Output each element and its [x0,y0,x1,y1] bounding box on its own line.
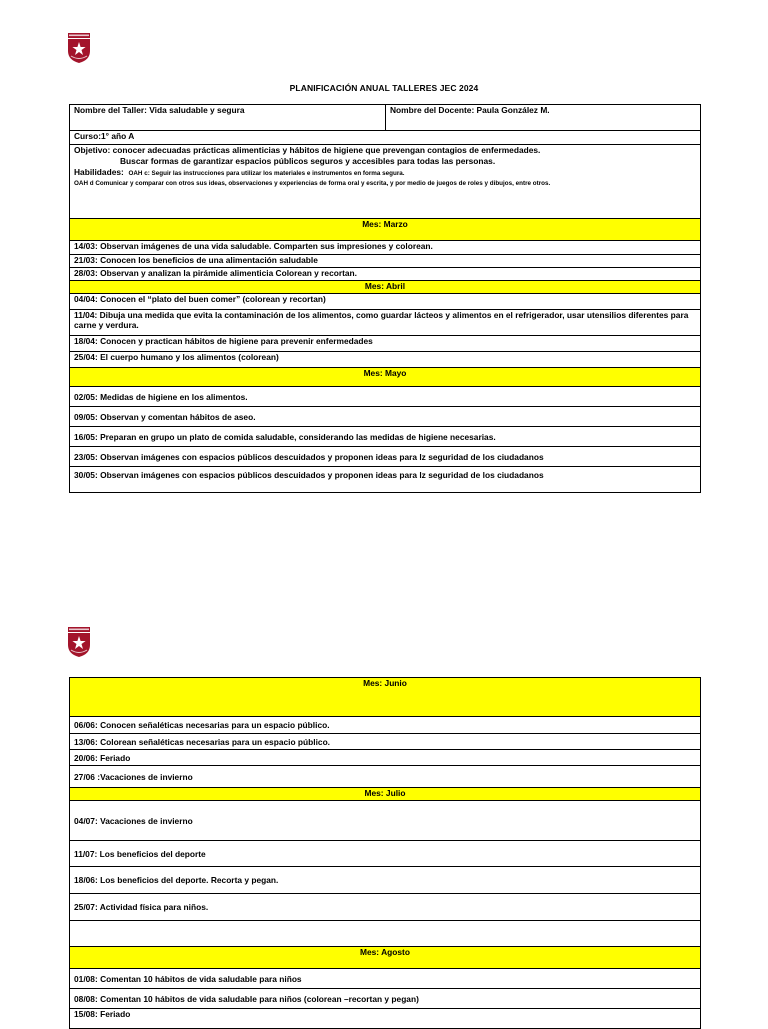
planning-table-page-1 [69,104,701,493]
month-row-agosto [70,947,701,969]
activity-row [70,352,701,368]
activity-cell: 21/03: Conocen los beneficios de una alimentación saludable [70,255,701,268]
activity-cell: 27/06 :Vacaciones de invierno [70,766,701,788]
school-crest-icon [66,32,92,64]
activity-row [70,766,701,788]
month-header-abril: Mes: Abril [70,281,701,294]
activity-cell: 08/08: Comentan 10 hábitos de vida saludable para niños (colorean –recortan y pegan) [70,989,701,1009]
activity-row [70,467,701,493]
activity-row [70,310,701,336]
activity-row [70,750,701,766]
activity-cell: 15/08: Feriado [70,1009,701,1029]
activity-row [70,268,701,281]
activity-row [70,734,701,750]
activity-cell: 20/06: Feriado [70,750,701,766]
month-row-mayo [70,368,701,387]
activity-row [70,387,701,407]
document-title: PLANIFICACIÓN ANUAL TALLERES JEC 2024 [289,83,479,93]
month-header-agosto: Mes: Agosto [70,947,701,969]
school-crest-icon [66,626,92,658]
skills-line [74,167,696,179]
activity-row [70,801,701,841]
activity-cell: 04/04: Conocen el “plato del buen comer” (colorean y recortan) [70,294,701,310]
activity-row [70,894,701,921]
activity-cell: 23/05: Observan imágenes con espacios públicos descuidados y proponen ideas para lz seguridad de los ciudadanos [70,447,701,467]
activity-row [70,989,701,1009]
activity-cell: 01/08: Comentan 10 hábitos de vida saludable para niños [70,969,701,989]
activity-row [70,969,701,989]
skills-label: Habilidades: [74,167,124,177]
activity-row [70,867,701,894]
activity-cell: 02/05: Medidas de higiene en los alimentos. [70,387,701,407]
taller-name-cell: Nombre del Taller: Vida saludable y segura [70,105,386,131]
month-header-julio: Mes: Julio [70,788,701,801]
activity-row [70,255,701,268]
skills-oah-d: OAH d Comunicar y comparar con otros sus ideas, observaciones y experiencias de forma oral y escrita, y por medio de juegos de roles y dibujos, entre otros. [74,180,551,187]
activity-cell: 18/04: Conocen y practican hábitos de higiene para prevenir enfermedades [70,336,701,352]
activity-cell: 04/07: Vacaciones de invierno [70,801,701,841]
activity-row [70,427,701,447]
month-row-junio [70,678,701,717]
activity-cell: 18/06: Los beneficios del deporte. Recorta y pegan. [70,867,701,894]
activity-cell: 16/05: Preparan en grupo un plato de comida saludable, considerando las medidas de higiene necesarias. [70,427,701,447]
skills-oah-c: OAH c: Seguir las instrucciones para utilizar los materiales e instrumentos en forma segura. [128,170,405,177]
teacher-name-cell: Nombre del Docente: Paula González M. [386,105,701,131]
month-row-marzo [70,219,701,241]
empty-row [70,921,701,947]
activity-cell: 25/07: Actividad física para niños. [70,894,701,921]
activity-cell: 11/04: Dibuja una medida que evita la contaminación de los alimentos, como guardar lácteos y alimentos en el refrigerador, usar utensilios diferentes para carne y verdura. [70,310,701,336]
activity-cell: 13/06: Colorean señaléticas necesarias para un espacio público. [70,734,701,750]
activity-row [70,294,701,310]
empty-cell [70,921,701,947]
activity-cell: 28/03: Observan y analizan la pirámide alimenticia Colorean y recortan. [70,268,701,281]
activity-cell: 14/03: Observan imágenes de una vida saludable. Comparten sus impresiones y colorean. [70,241,701,255]
month-row-abril [70,281,701,294]
activity-row [70,336,701,352]
activity-cell: 25/04: El cuerpo humano y los alimentos (colorean) [70,352,701,368]
activity-row [70,717,701,734]
activity-row [70,241,701,255]
course-row [70,131,701,145]
activity-row [70,1009,701,1029]
objective-line-1: Objetivo: conocer adecuadas prácticas alimenticias y hábitos de higiene que prevengan contagios de enfermedades. [74,145,541,155]
activity-cell: 11/07: Los beneficios del deporte [70,841,701,867]
activity-cell: 30/05: Observan imágenes con espacios públicos descuidados y proponen ideas para lz seguridad de los ciudadanos [70,467,701,493]
course-cell: Curso:1° año A [70,131,701,145]
objective-line-2: Buscar formas de garantizar espacios públicos seguros y accesibles para todas las personas. [120,156,496,166]
planning-table-page-2 [69,677,701,1029]
month-header-mayo: Mes: Mayo [70,368,701,387]
month-row-julio [70,788,701,801]
activity-cell: 06/06: Conocen señaléticas necesarias para un espacio público. [70,717,701,734]
header-row [70,105,701,131]
activity-cell: 09/05: Observan y comentan hábitos de aseo. [70,407,701,427]
objective-cell [70,145,701,219]
objective-row [70,145,701,219]
month-header-junio: Mes: Junio [70,678,701,717]
activity-row [70,407,701,427]
activity-row [70,447,701,467]
month-header-marzo: Mes: Marzo [70,219,701,241]
activity-row [70,841,701,867]
